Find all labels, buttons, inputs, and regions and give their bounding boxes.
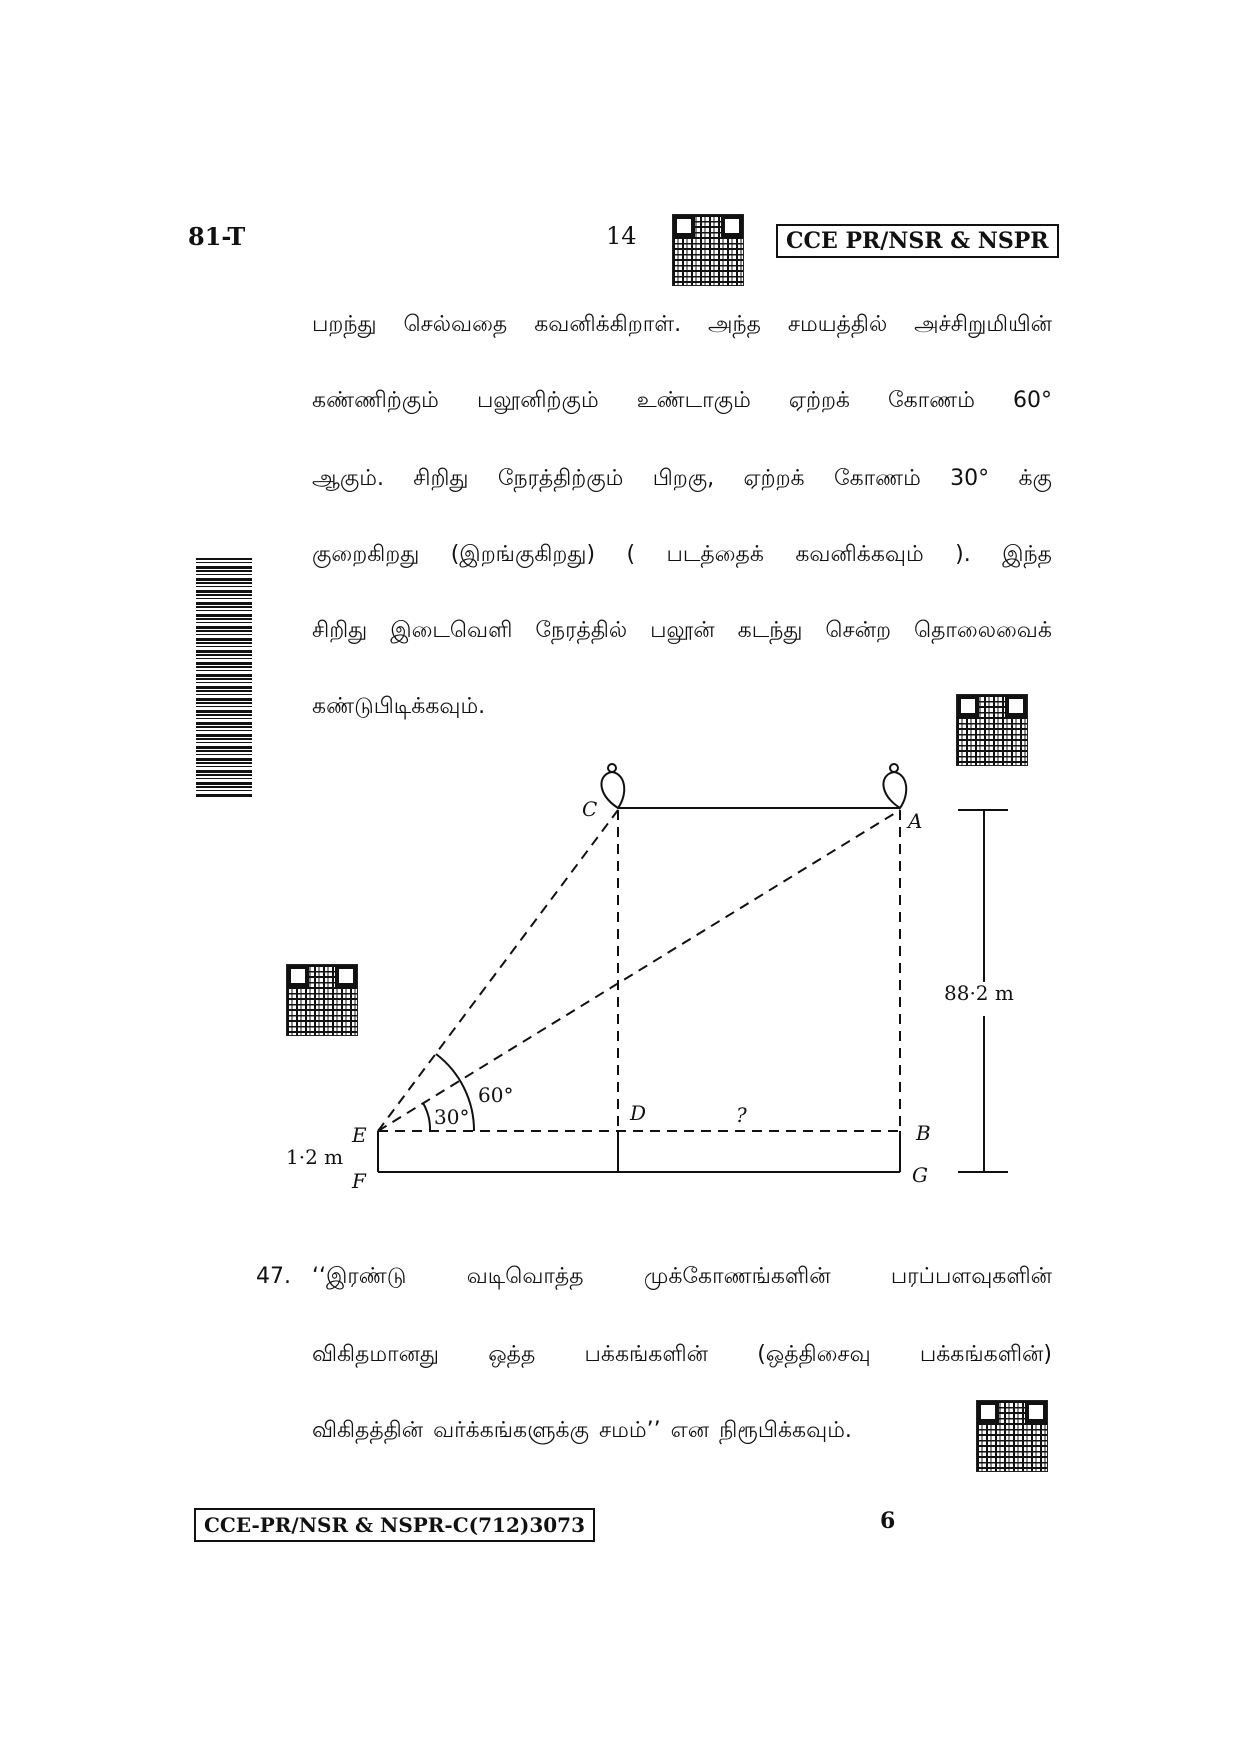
word: பலூனிற்கும் — [476, 388, 599, 413]
angle-arc-30 — [423, 1103, 430, 1131]
label-c: C — [582, 797, 598, 821]
word: (ஒத்திசைவு — [757, 1342, 871, 1367]
word: ஆகும். — [312, 466, 384, 491]
word: உண்டாகும் — [636, 388, 751, 413]
word: 60° — [1012, 388, 1052, 413]
balloon-a — [883, 772, 906, 808]
label-unknown-distance: ? — [736, 1103, 747, 1127]
line-ea — [378, 810, 900, 1131]
word: ஏற்றக் — [788, 388, 850, 413]
word: சிறிது — [312, 618, 368, 643]
footer-page-number: 6 — [880, 1508, 896, 1534]
word: அச்சிறுமியின் — [914, 312, 1052, 337]
label-e: E — [352, 1123, 367, 1147]
label-f: F — [352, 1169, 366, 1193]
word: (இறங்குகிறது) — [450, 542, 596, 567]
word: விகிதமானது — [312, 1342, 439, 1367]
word: ‘‘இரண்டு — [312, 1264, 407, 1289]
word: நிரூபிக்கவும். — [719, 1418, 852, 1443]
word: முக்கோணங்களின் — [643, 1264, 831, 1289]
page-number: 14 — [606, 222, 637, 250]
word: பிறகு, — [652, 466, 715, 491]
word: கவனிக்கவும் — [795, 542, 924, 567]
exam-name-badge: CCE PR/NSR & NSPR — [776, 224, 1059, 258]
word: பக்கங்களின்) — [919, 1342, 1052, 1367]
word: கவனிக்கிறாள். — [534, 312, 682, 337]
word: கோணம் — [888, 388, 975, 413]
label-d: D — [630, 1101, 647, 1125]
word: கண்டுபிடிக்கவும். — [312, 694, 486, 719]
word: சென்ற — [825, 618, 891, 643]
word: பக்கங்களின் — [584, 1342, 709, 1367]
word: கண்ணிற்கும் — [312, 388, 439, 413]
balloon-c — [601, 772, 624, 808]
word: இந்த — [1002, 542, 1052, 567]
word: ( — [626, 542, 636, 567]
balloon-a-knot — [890, 764, 898, 772]
word: கோணம் — [833, 466, 921, 491]
word: வர்க்கங்களுக்கு — [433, 1418, 589, 1443]
footer-code-badge: CCE-PR/NSR & NSPR-C(712)3073 — [194, 1508, 595, 1542]
word: இடைவெளி — [390, 618, 513, 643]
word: செல்வதை — [403, 312, 508, 337]
word: ). — [955, 542, 971, 567]
word: சிறிது — [413, 466, 469, 491]
word: க்கு — [1018, 466, 1052, 491]
word: பறந்து — [312, 312, 377, 337]
word: நேரத்திற்கும் — [497, 466, 624, 491]
word: படத்தைக் — [666, 542, 764, 567]
word: சமம்’’ — [599, 1418, 661, 1443]
text-line — [312, 1418, 1052, 1446]
word: பலூன் — [650, 618, 715, 643]
word: வடிவொத்த — [466, 1264, 584, 1289]
word: தொலைவைக் — [913, 618, 1052, 643]
paper-code: 81-T — [188, 222, 246, 251]
word: ஒத்த — [488, 1342, 536, 1367]
text-line — [312, 1342, 1052, 1370]
word: நேரத்தில் — [535, 618, 628, 643]
label-angle-30: 30° — [434, 1105, 470, 1129]
word: ஏற்றக் — [743, 466, 805, 491]
balloon-c-knot — [608, 764, 616, 772]
text-line — [312, 1264, 1052, 1292]
word: குறைகிறது — [312, 542, 420, 567]
label-g: G — [912, 1163, 928, 1187]
word: விகிதத்தின் — [312, 1418, 424, 1443]
word: சமயத்தில் — [787, 312, 888, 337]
qr-code-question-47 — [976, 1400, 1048, 1472]
word: கடந்து — [737, 618, 803, 643]
word: அந்த — [708, 312, 761, 337]
word: 30° — [950, 466, 990, 491]
label-a: A — [908, 809, 923, 833]
label-height: 88·2 m — [944, 981, 1014, 1005]
label-b: B — [916, 1121, 931, 1145]
word: பரப்பளவுகளின் — [890, 1264, 1052, 1289]
label-eye-height: 1·2 m — [286, 1145, 344, 1169]
question-47-number: 47. — [256, 1264, 291, 1289]
label-angle-60: 60° — [478, 1083, 514, 1107]
word: என — [670, 1418, 710, 1443]
